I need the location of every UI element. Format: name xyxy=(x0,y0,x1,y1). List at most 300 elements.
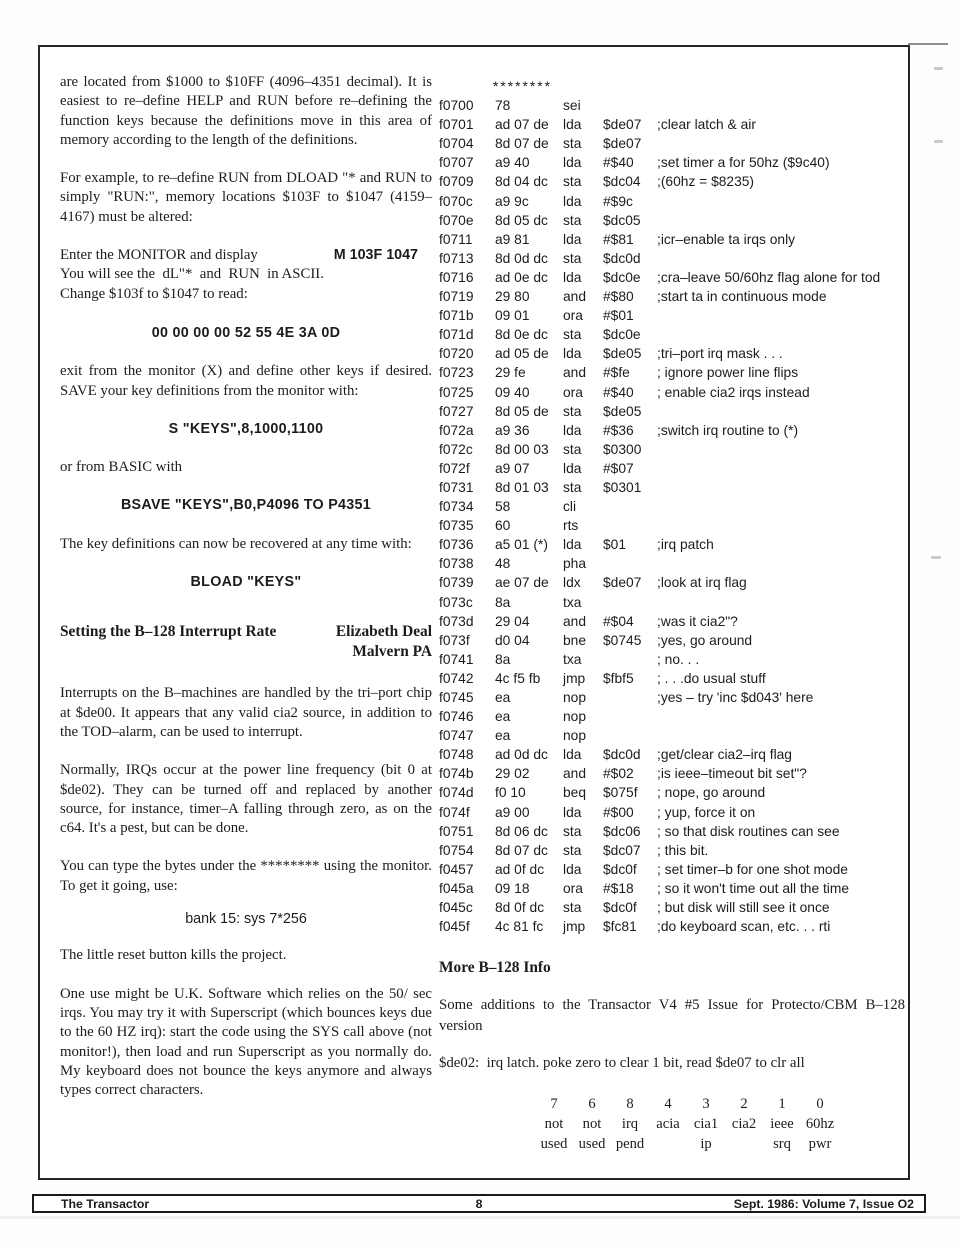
code-row xyxy=(439,726,905,745)
code-mnem: sta xyxy=(563,327,582,343)
code-row xyxy=(439,344,905,363)
code-comment xyxy=(657,707,905,726)
code-bytes: a9 36 xyxy=(495,422,530,438)
code-row xyxy=(439,707,905,726)
section-heading xyxy=(60,622,432,662)
bit-label: acia xyxy=(656,1115,680,1132)
code-addr: f0731 xyxy=(439,479,474,495)
code-comment xyxy=(657,726,905,745)
code-comment: ; no. . . xyxy=(657,651,700,667)
code-mnem: sta xyxy=(563,250,582,266)
code-row xyxy=(439,631,905,650)
code-row xyxy=(439,879,905,898)
code-addr: f073f xyxy=(439,632,470,648)
code-row xyxy=(439,688,905,707)
code-oper: #$40 xyxy=(603,155,634,171)
code-oper: $fbf5 xyxy=(603,670,634,686)
code-oper: #$04 xyxy=(603,613,634,629)
code-row xyxy=(439,402,905,421)
code-bytes: ad 05 de xyxy=(495,346,549,362)
code-row xyxy=(439,803,905,822)
bit-label: 60hz xyxy=(805,1115,835,1132)
bit-number: 8 xyxy=(626,1095,634,1112)
code-oper: #$00 xyxy=(603,804,634,820)
code-comment: ;yes – try 'inc $d043' here xyxy=(657,690,814,705)
code-bytes: 29 fe xyxy=(495,365,526,381)
section-title: Setting the B–128 Interrupt Rate xyxy=(60,623,277,641)
scan-artifact xyxy=(934,140,943,143)
code-oper xyxy=(603,726,657,745)
code-mnem: lda xyxy=(563,346,582,362)
code-bytes: 4c 81 fc xyxy=(495,919,544,935)
code-addr: f0739 xyxy=(439,575,474,591)
section-author-location: Malvern PA xyxy=(352,643,432,661)
code-oper: $dc0d xyxy=(603,250,641,266)
code-comment xyxy=(657,306,905,325)
code-listing xyxy=(439,96,905,936)
code-bytes: 8d 00 03 xyxy=(495,441,549,457)
code-oper: $0300 xyxy=(603,441,642,457)
code-bytes: 60 xyxy=(495,518,511,534)
code-bytes: 29 80 xyxy=(495,289,530,305)
code-oper: $dc06 xyxy=(603,823,641,839)
code-bytes: 8a xyxy=(495,594,511,610)
code-row xyxy=(439,764,905,783)
code-bytes: a5 01 (*) xyxy=(495,537,548,553)
code-addr: f0742 xyxy=(439,670,474,686)
right-column xyxy=(439,77,905,1154)
code-row xyxy=(439,822,905,841)
bit-label: pend xyxy=(615,1135,645,1152)
code-row xyxy=(439,860,905,879)
code-mnem: lda xyxy=(563,460,582,476)
code-oper xyxy=(603,650,657,669)
code-row xyxy=(439,268,905,287)
code-bytes: 8d 0d dc xyxy=(495,250,548,266)
scan-artifact xyxy=(934,67,943,70)
paragraph: You can type the bytes under the ******** using the monitor. To get it going, use: xyxy=(60,858,432,894)
magazine-name: The Transactor xyxy=(61,1196,150,1211)
code-mnem: rts xyxy=(563,518,579,534)
code-row xyxy=(439,421,905,440)
paragraph: Interrupts on the B–machines are handled by the tri–port chip at $de00. It appears that any valid cia2 source, in addition to the TOD–alarm, can be used to interrupt. xyxy=(60,685,432,740)
code-mnem: sta xyxy=(563,479,582,495)
scan-artifact xyxy=(0,1216,960,1219)
code-mnem: and xyxy=(563,289,587,305)
bit-label: ieee xyxy=(770,1115,794,1132)
code-comment: ;start ta in continuous mode xyxy=(657,289,827,305)
code-comment: ; enable cia2 irqs instead xyxy=(657,384,810,400)
code-row xyxy=(439,287,905,306)
code-addr: f0704 xyxy=(439,136,474,152)
code-bytes: ea xyxy=(495,690,511,705)
code-oper: $dc0e xyxy=(603,327,641,343)
code-addr: f0747 xyxy=(439,728,474,744)
monitor-instructions xyxy=(60,246,432,304)
code-mnem: lda xyxy=(563,422,582,438)
code-comment: ; . . .do usual stuff xyxy=(657,670,766,686)
code-bytes: 58 xyxy=(495,499,511,515)
code-addr: f0738 xyxy=(439,556,474,572)
code-addr: f0701 xyxy=(439,117,474,133)
code-row xyxy=(439,669,905,688)
bit-label: ip xyxy=(700,1135,712,1152)
code-bytes: 8d 0f dc xyxy=(495,900,545,916)
code-oper: $dc0d xyxy=(603,747,641,763)
code-addr: f0713 xyxy=(439,250,474,266)
code-oper xyxy=(603,707,657,726)
code-bytes: 09 40 xyxy=(495,384,530,400)
code-addr: f0709 xyxy=(439,174,474,190)
code-bytes: 8d 01 03 xyxy=(495,479,549,495)
change-line: Change $103f to $1047 to read: xyxy=(60,285,248,302)
code-mnem: cli xyxy=(563,499,577,515)
code-row xyxy=(439,306,905,325)
scan-artifact xyxy=(908,43,948,45)
code-oper xyxy=(603,554,657,573)
code-oper: $fc81 xyxy=(603,919,637,935)
code-comment: ; so it won't time out all the time xyxy=(657,880,850,896)
code-oper: #$81 xyxy=(603,231,634,247)
code-comment: ;was it cia2"? xyxy=(657,613,738,629)
code-row xyxy=(439,478,905,497)
code-oper: $01 xyxy=(603,537,627,553)
bit-label: not xyxy=(582,1115,602,1132)
code-oper: $dc07 xyxy=(603,842,641,858)
code-comment xyxy=(657,440,905,459)
code-row xyxy=(439,745,905,764)
code-oper: $075f xyxy=(603,785,638,801)
page-footer xyxy=(32,1194,926,1213)
paragraph: The little reset button kills the project. xyxy=(60,947,287,964)
code-bytes: 8d 06 dc xyxy=(495,823,548,839)
code-addr: f0736 xyxy=(439,537,474,553)
bit-label xyxy=(725,1134,763,1154)
code-addr: f0741 xyxy=(439,651,474,667)
code-comment: ; yup, force it on xyxy=(657,804,756,820)
bit-label: used xyxy=(578,1135,606,1152)
code-comment xyxy=(657,478,905,497)
code-addr: f0716 xyxy=(439,269,474,285)
code-comment: ;cra–leave 50/60hz flag alone for tod xyxy=(657,269,881,285)
monitor-text: Enter the MONITOR and display xyxy=(60,247,258,264)
paragraph: For example, to re–define RUN from DLOAD "* and RUN to simply "RUN:", memory locations $103F to $1047 (4159–4167) must be altered: xyxy=(60,170,432,225)
code-oper: $dc05 xyxy=(603,212,641,228)
code-addr: f0754 xyxy=(439,842,474,858)
code-mnem: sta xyxy=(563,842,582,858)
code-row xyxy=(439,115,905,134)
code-comment: ;(60hz = $8235) xyxy=(657,174,755,190)
code-mnem: sta xyxy=(563,441,582,457)
code-oper: $de05 xyxy=(603,403,642,419)
code-mnem: bne xyxy=(563,632,587,648)
code-row xyxy=(439,249,905,268)
bit-number: 0 xyxy=(816,1095,824,1112)
code-oper: $de07 xyxy=(603,575,642,591)
bit-label xyxy=(649,1134,687,1154)
code-row xyxy=(439,917,905,936)
code-mnem: beq xyxy=(563,785,587,801)
ascii-line: You will see the dL"* and RUN in ASCII. xyxy=(60,266,324,283)
code-bytes: 29 02 xyxy=(495,766,530,782)
code-addr: f0719 xyxy=(439,289,474,305)
code-bytes: ae 07 de xyxy=(495,575,549,591)
code-comment: ; this bit. xyxy=(657,842,709,858)
code-addr: f045c xyxy=(439,900,473,916)
paragraph: One use might be U.K. Software which relies on the 50/ sec irqs. You may try it with Superscript (which bounces keys due to the 60 HZ irq): start the code using the SYS call above (not monitor!), then load and run Superscript as you normally do. My keyboard does not bounce the keys anymore and always types correct characters. xyxy=(60,985,432,1099)
code-oper xyxy=(603,516,657,535)
code-comment: ; so that disk routines can see xyxy=(657,823,840,839)
code-bytes: 8d 05 dc xyxy=(495,212,548,228)
code-addr: f0727 xyxy=(439,403,474,419)
code-bytes: 8a xyxy=(495,651,511,667)
code-bytes: 09 01 xyxy=(495,308,530,324)
code-comment: ;set timer a for 50hz ($9c40) xyxy=(657,155,830,171)
code-comment: ;clear latch & air xyxy=(657,117,756,133)
code-comment: ;get/clear cia2–irq flag xyxy=(657,747,792,763)
code-row xyxy=(439,554,905,573)
code-oper: #$fe xyxy=(603,365,630,381)
code-oper: #$36 xyxy=(603,422,634,438)
code-addr: f071d xyxy=(439,327,474,343)
code-oper: $dc0f xyxy=(603,861,637,877)
code-comment: ;irq patch xyxy=(657,537,714,553)
code-mnem: nop xyxy=(563,690,587,705)
code-mnem: and xyxy=(563,613,587,629)
scan-artifact xyxy=(931,556,941,559)
bload-command: BLOAD "KEYS" xyxy=(190,574,302,591)
code-row xyxy=(439,783,905,802)
code-mnem: sta xyxy=(563,174,582,190)
code-mnem: lda xyxy=(563,861,582,877)
code-bytes: ea xyxy=(495,709,511,725)
page-border xyxy=(38,45,910,1180)
code-mnem: jmp xyxy=(563,670,586,686)
section-author: Elizabeth Deal xyxy=(335,623,432,641)
code-addr: f045a xyxy=(439,880,474,896)
code-addr: f0735 xyxy=(439,518,474,534)
code-comment xyxy=(657,593,905,612)
code-mnem: and xyxy=(563,766,587,782)
code-comment xyxy=(657,497,905,516)
code-row xyxy=(439,497,905,516)
code-row xyxy=(439,459,905,478)
code-bytes: a9 40 xyxy=(495,155,530,171)
code-bytes: ad 07 de xyxy=(495,117,549,133)
code-mnem: lda xyxy=(563,269,582,285)
code-comment: ;look at irq flag xyxy=(657,575,747,591)
code-addr: f0725 xyxy=(439,384,474,400)
code-mnem: lda xyxy=(563,193,582,209)
code-row xyxy=(439,172,905,191)
more-info-title: More B–128 Info xyxy=(439,959,551,977)
bit-number: 4 xyxy=(664,1095,672,1112)
code-row xyxy=(439,516,905,535)
code-mnem: ora xyxy=(563,384,583,400)
code-mnem: lda xyxy=(563,117,582,133)
code-mnem: jmp xyxy=(563,919,586,935)
bit-number: 2 xyxy=(740,1095,748,1112)
code-addr: f0457 xyxy=(439,861,474,877)
code-addr: f072a xyxy=(439,422,474,438)
code-bytes: a9 07 xyxy=(495,460,530,476)
code-addr: f070e xyxy=(439,212,474,228)
code-addr: f074d xyxy=(439,785,474,801)
code-oper: #$80 xyxy=(603,289,634,305)
code-oper xyxy=(603,96,657,115)
monitor-line xyxy=(60,246,432,265)
paragraph: The key definitions can now be recovered at any time with: xyxy=(60,535,412,552)
code-bytes: ad 0e dc xyxy=(495,269,548,285)
bit-label: srq xyxy=(773,1135,791,1152)
code-comment xyxy=(657,96,905,115)
bit-number: 1 xyxy=(778,1095,786,1112)
code-mnem: txa xyxy=(563,594,582,610)
code-oper: $dc04 xyxy=(603,174,641,190)
code-bytes: 8d 0e dc xyxy=(495,327,548,343)
code-oper xyxy=(603,497,657,516)
code-mnem: sta xyxy=(563,823,582,839)
bit-label: not xyxy=(544,1115,564,1132)
code-bytes: 8d 04 dc xyxy=(495,174,548,190)
code-comment xyxy=(657,134,905,153)
code-addr: f0751 xyxy=(439,823,474,839)
code-bytes: 4c f5 fb xyxy=(495,670,541,686)
code-oper: #$07 xyxy=(603,460,634,476)
code-row xyxy=(439,573,905,592)
code-row xyxy=(439,211,905,230)
code-row xyxy=(439,230,905,249)
code-row xyxy=(439,96,905,115)
code-bytes: d0 04 xyxy=(495,632,530,648)
page-number: 8 xyxy=(475,1196,483,1211)
code-mnem: pha xyxy=(563,556,587,572)
code-bytes: 09 18 xyxy=(495,880,530,896)
monitor-command: M 103F 1047 xyxy=(333,247,418,264)
code-oper: $dc0e xyxy=(603,269,641,285)
code-addr: f071b xyxy=(439,308,474,324)
code-mnem: sta xyxy=(563,136,582,152)
paragraph: are located from $1000 to $10FF (4096–4351 decimal). It is easiest to re–define HELP and RUN before re–defining the function keys because the definitions move in this area of memory according to the length of the definitions. xyxy=(60,74,432,148)
code-row xyxy=(439,898,905,917)
code-addr: f0700 xyxy=(439,98,474,114)
code-oper xyxy=(603,688,657,707)
code-comment: ;icr–enable ta irqs only xyxy=(657,231,796,247)
bit-number: 6 xyxy=(588,1095,596,1112)
code-mnem: lda xyxy=(563,747,582,763)
paragraph: exit from the monitor (X) and define other keys if desired. SAVE your key definitions from the monitor with: xyxy=(60,363,432,399)
code-addr: f0707 xyxy=(439,155,474,171)
code-addr: f073c xyxy=(439,594,473,610)
bsave-command: BSAVE "KEYS",B0,P4096 TO P4351 xyxy=(120,497,372,514)
code-addr: f074f xyxy=(439,804,470,820)
code-mnem: sta xyxy=(563,403,582,419)
bit-table xyxy=(535,1094,905,1154)
paragraph: Normally, IRQs occur at the power line frequency (bit 0 at $de02). They can be turned off and replaced by another source, for instance, timer–A falling through zero, as on the c64. It's a pest, but can be done. xyxy=(60,762,432,837)
bank-command: bank 15: sys 7*256 xyxy=(185,911,307,928)
save-command: S "KEYS",8,1000,1100 xyxy=(168,420,324,437)
code-oper: $de05 xyxy=(603,346,642,362)
code-mnem: ora xyxy=(563,308,583,324)
asterisk-separator: ******** xyxy=(493,79,552,94)
bit-number: 7 xyxy=(550,1095,558,1112)
code-oper: $de07 xyxy=(603,117,642,133)
bit-label: used xyxy=(540,1135,568,1152)
code-mnem: nop xyxy=(563,728,587,744)
code-mnem: lda xyxy=(563,537,582,553)
code-addr: f045f xyxy=(439,919,470,935)
code-row xyxy=(439,593,905,612)
code-row xyxy=(439,535,905,554)
code-addr: f0748 xyxy=(439,747,474,763)
code-comment: ; nope, go around xyxy=(657,785,766,801)
code-row xyxy=(439,612,905,631)
paragraph: Some additions to the Transactor V4 #5 Issue for Protecto/CBM B–128 version xyxy=(439,997,905,1034)
code-mnem: and xyxy=(563,365,587,381)
code-comment xyxy=(657,249,905,268)
code-bytes: 78 xyxy=(495,98,511,114)
code-bytes: f0 10 xyxy=(495,785,526,801)
code-row xyxy=(439,650,905,669)
code-comment: ;switch irq routine to (*) xyxy=(657,422,799,438)
code-oper: #$01 xyxy=(603,308,634,324)
code-addr: f070c xyxy=(439,193,473,209)
code-addr: f0711 xyxy=(439,231,473,247)
code-oper: $de07 xyxy=(603,136,642,152)
code-bytes: ea xyxy=(495,728,511,744)
code-comment xyxy=(657,211,905,230)
hex-bytes-line: 00 00 00 00 52 55 4E 3A 0D xyxy=(151,324,341,341)
code-oper: #$02 xyxy=(603,766,634,782)
bit-number: 3 xyxy=(702,1095,710,1112)
code-addr: f072c xyxy=(439,441,473,457)
code-comment xyxy=(657,459,905,478)
code-comment: ;yes, go around xyxy=(657,632,753,648)
code-oper: $dc0f xyxy=(603,900,637,916)
code-bytes: ad 0d dc xyxy=(495,747,548,763)
code-bytes: 8d 07 dc xyxy=(495,842,548,858)
code-bytes: a9 9c xyxy=(495,193,529,209)
code-bytes: a9 00 xyxy=(495,804,530,820)
code-bytes: a9 81 xyxy=(495,231,530,247)
bit-label: pwr xyxy=(808,1135,832,1152)
code-row xyxy=(439,383,905,402)
code-row xyxy=(439,153,905,172)
code-comment xyxy=(657,192,905,211)
code-comment xyxy=(657,325,905,344)
code-comment xyxy=(657,554,905,573)
code-mnem: sei xyxy=(563,98,581,114)
code-bytes: 29 04 xyxy=(495,613,530,629)
code-mnem: sta xyxy=(563,900,582,916)
code-addr: f0720 xyxy=(439,346,474,362)
code-mnem: lda xyxy=(563,231,582,247)
code-row xyxy=(439,440,905,459)
code-comment: ; ignore power line flips xyxy=(657,365,799,381)
code-row xyxy=(439,192,905,211)
code-bytes: 8d 07 de xyxy=(495,136,549,152)
left-column xyxy=(60,73,432,1119)
code-addr: f0734 xyxy=(439,499,474,515)
code-mnem: lda xyxy=(563,155,582,171)
code-addr: f073d xyxy=(439,613,474,629)
code-bytes: ad 0f dc xyxy=(495,861,545,877)
code-comment: ;do keyboard scan, etc. . . rti xyxy=(657,919,831,935)
code-mnem: txa xyxy=(563,651,582,667)
issue-info: Sept. 1986: Volume 7, Issue O2 xyxy=(733,1196,914,1211)
paragraph: or from BASIC with xyxy=(60,459,183,476)
code-row xyxy=(439,841,905,860)
